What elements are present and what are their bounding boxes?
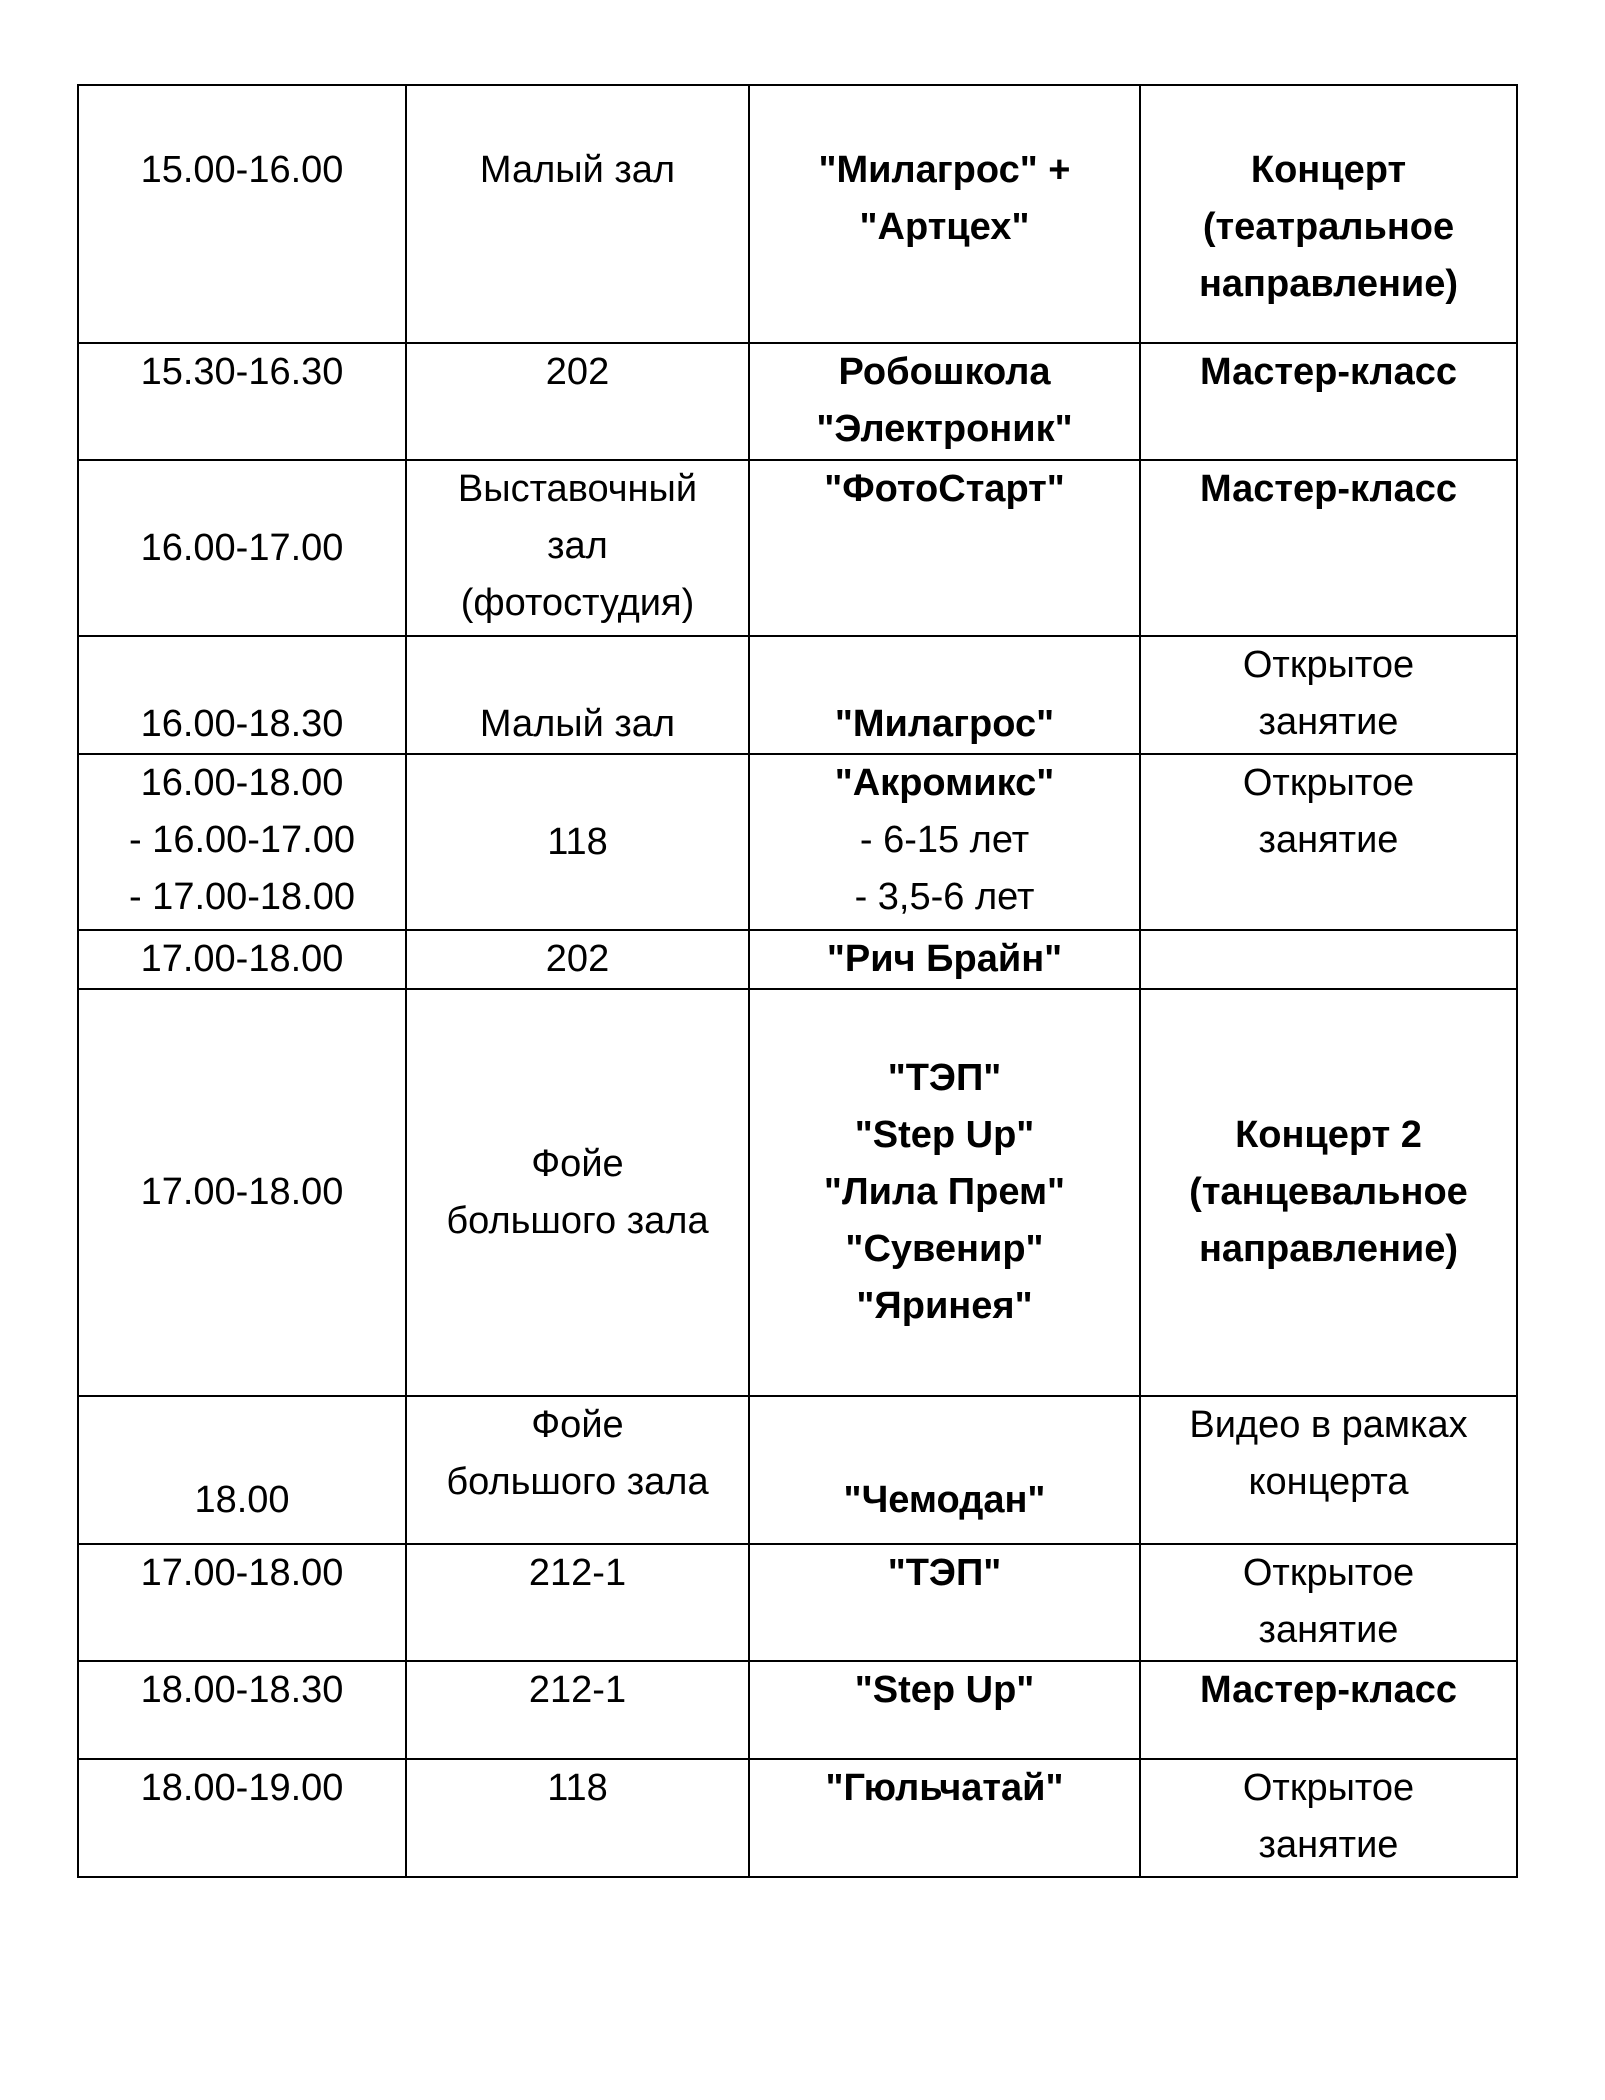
time-cell: 18.00-19.00 (78, 1759, 406, 1877)
place-cell: Выставочный зал (фотостудия) (406, 460, 749, 636)
place-cell: 118 (406, 754, 749, 930)
group-cell: "Step Up" (749, 1661, 1140, 1759)
event-cell: Открытое занятие (1140, 636, 1517, 754)
time-cell: 15.00-16.00 (78, 85, 406, 343)
table-row (78, 85, 1517, 343)
place-cell: Малый зал (406, 85, 749, 343)
time-cell: 17.00-18.00 (78, 989, 406, 1396)
event-cell (1140, 930, 1517, 989)
group-cell: "ФотоСтарт" (749, 460, 1140, 636)
time-cell: 16.00-18.00 - 16.00-17.00 - 17.00-18.00 (78, 754, 406, 930)
time-cell: 16.00-17.00 (78, 460, 406, 636)
place-cell: 202 (406, 343, 749, 460)
event-cell: Мастер-класс (1140, 460, 1517, 636)
place-cell: 212-1 (406, 1544, 749, 1661)
event-cell: Мастер-класс (1140, 1661, 1517, 1759)
event-cell: Концерт (театральное направление) (1140, 85, 1517, 343)
table-row (78, 989, 1517, 1396)
group-cell: "Акромикс" - 6-15 лет - 3,5-6 лет (749, 754, 1140, 930)
time-cell: 16.00-18.30 (78, 636, 406, 754)
group-cell: "Милагрос" (749, 636, 1140, 754)
place-cell: 118 (406, 1759, 749, 1877)
place-cell: 202 (406, 930, 749, 989)
table-row (78, 1544, 1517, 1661)
time-cell: 18.00 (78, 1396, 406, 1544)
group-cell: "Рич Брайн" (749, 930, 1140, 989)
place-cell: 212-1 (406, 1661, 749, 1759)
event-cell: Мастер-класс (1140, 343, 1517, 460)
event-cell: Концерт 2 (танцевальное направление) (1140, 989, 1517, 1396)
time-cell: 18.00-18.30 (78, 1661, 406, 1759)
table-row (78, 1661, 1517, 1759)
table-row (78, 754, 1517, 930)
group-cell: "ТЭП" (749, 1544, 1140, 1661)
group-cell: "Чемодан" (749, 1396, 1140, 1544)
table-row (78, 636, 1517, 754)
group-cell: "Милагрос" + "Артцех" (749, 85, 1140, 343)
time-cell: 15.30-16.30 (78, 343, 406, 460)
event-cell: Открытое занятие (1140, 1759, 1517, 1877)
time-cell: 17.00-18.00 (78, 930, 406, 989)
table-row (78, 930, 1517, 989)
event-cell: Открытое занятие (1140, 754, 1517, 930)
group-cell: "ТЭП" "Step Up" "Лила Прем" "Сувенир" "Яринея" (749, 989, 1140, 1396)
event-cell: Видео в рамках концерта (1140, 1396, 1517, 1544)
schedule-table (77, 84, 1518, 1878)
place-cell: Фойе большого зала (406, 989, 749, 1396)
group-cell: Робошкола "Электроник" (749, 343, 1140, 460)
time-cell: 17.00-18.00 (78, 1544, 406, 1661)
table-row (78, 460, 1517, 636)
group-cell: "Гюльчатай" (749, 1759, 1140, 1877)
table-row (78, 1759, 1517, 1877)
table-row (78, 343, 1517, 460)
table-row (78, 1396, 1517, 1544)
event-cell: Открытое занятие (1140, 1544, 1517, 1661)
place-cell: Фойе большого зала (406, 1396, 749, 1544)
place-cell: Малый зал (406, 636, 749, 754)
